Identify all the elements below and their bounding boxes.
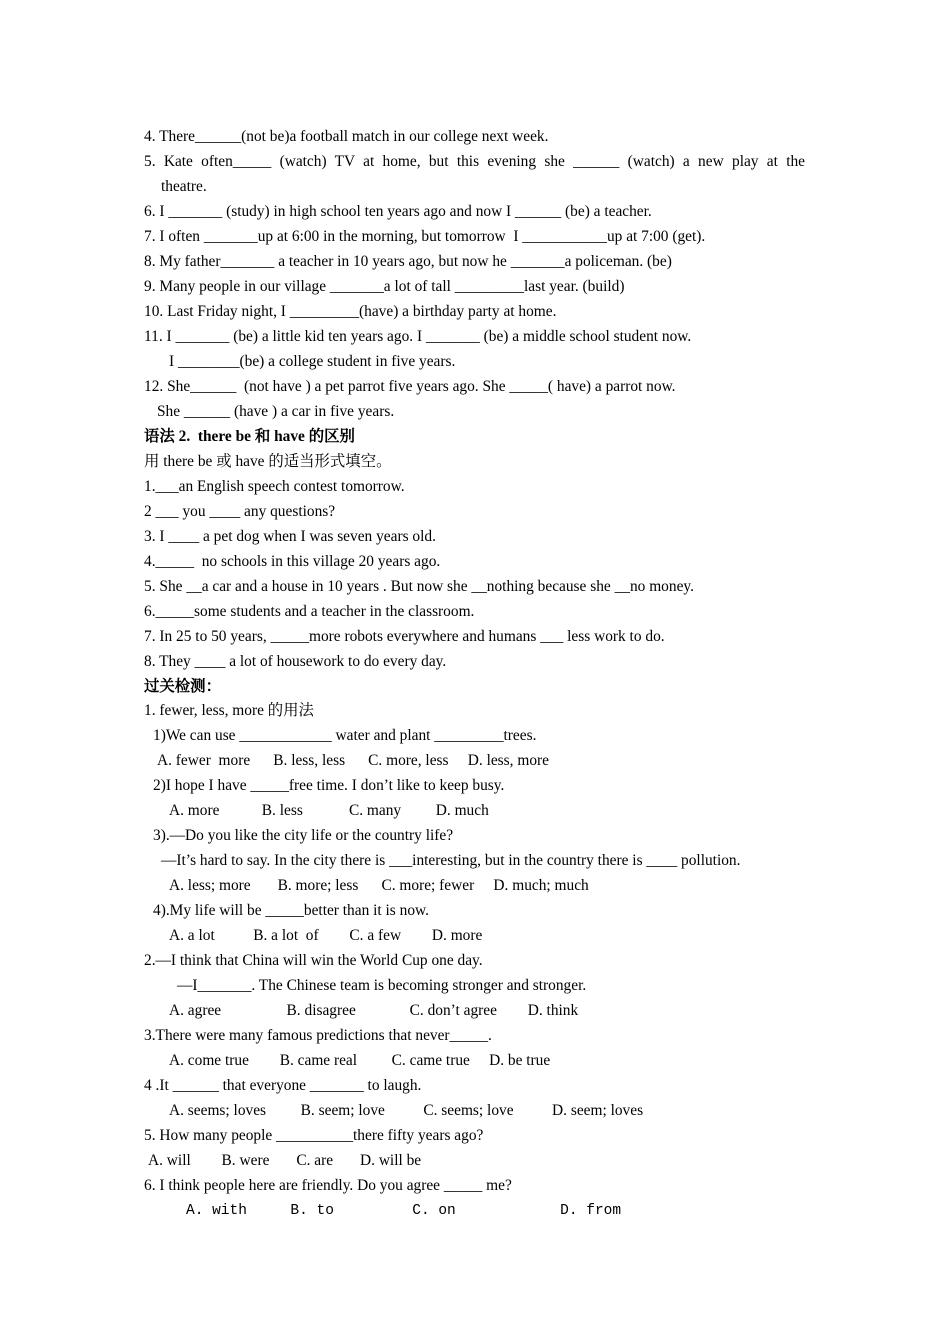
test-5-options: A. will B. were C. are D. will be <box>148 1152 422 1169</box>
exercise-5-continued: theatre. <box>161 178 207 195</box>
test-1-1-question: 1)We can use ____________ water and plant _________trees. <box>153 727 537 744</box>
test-1-3-response: —It’s hard to say. In the city there is ___interesting, but in the country there is ____ pollution. <box>161 852 741 869</box>
test-2-question: 2.—I think that China will win the World Cup one day. <box>144 952 483 969</box>
there-be-exercise-2: 2 ___ you ____ any questions? <box>144 503 336 520</box>
exercise-9: 9. Many people in our village _______a lot of tall _________last year. (build) <box>144 278 625 295</box>
there-be-exercise-6: 6._____some students and a teacher in the classroom. <box>144 603 475 620</box>
test-6-question: 6. I think people here are friendly. Do you agree _____ me? <box>144 1177 512 1194</box>
exercise-12: 12. She______ (not have ) a pet parrot five years ago. She _____( have) a parrot now. <box>144 378 676 395</box>
test-4-question: 4 .It ______ that everyone _______ to laugh. <box>144 1077 422 1094</box>
test-1-1-options: A. fewer more B. less, less C. more, less D. less, more <box>157 752 549 769</box>
checkpoint-heading: 过关检测： <box>144 678 221 695</box>
exercise-12-continued: She ______ (have ) a car in five years. <box>157 403 395 420</box>
there-be-exercise-7: 7. In 25 to 50 years, _____more robots everywhere and humans ___ less work to do. <box>144 628 665 645</box>
test-1-2-question: 2)I hope I have _____free time. I don’t like to keep busy. <box>153 777 505 794</box>
there-be-exercise-1: 1.___an English speech contest tomorrow. <box>144 478 405 495</box>
exercise-7: 7. I often _______up at 6:00 in the morning, but tomorrow I ___________up at 7:00 (get). <box>144 228 706 245</box>
grammar-2-heading: 语法 2. there be 和 have 的区别 <box>144 428 355 445</box>
grammar-2-instruction: 用 there be 或 have 的适当形式填空。 <box>144 453 392 470</box>
there-be-exercise-4: 4._____ no schools in this village 20 years ago. <box>144 553 441 570</box>
exercise-11-continued: I ________(be) a college student in five years. <box>169 353 456 370</box>
exercise-10: 10. Last Friday night, I _________(have) a birthday party at home. <box>144 303 557 320</box>
test-1-4-options: A. a lot B. a lot of C. a few D. more <box>169 927 483 944</box>
test-1-title: 1. fewer, less, more 的用法 <box>144 702 314 719</box>
test-4-options: A. seems; loves B. seem; love C. seems; love D. seem; loves <box>169 1102 644 1119</box>
exercise-4: 4. There______(not be)a football match in our college next week. <box>144 128 549 145</box>
test-2-response: —I_______. The Chinese team is becoming stronger and stronger. <box>177 977 587 994</box>
there-be-exercise-8: 8. They ____ a lot of housework to do every day. <box>144 653 447 670</box>
test-2-options: A. agree B. disagree C. don’t agree D. think <box>169 1002 579 1019</box>
test-1-3-question: 3).—Do you like the city life or the country life? <box>153 827 454 844</box>
test-6-options: A. with B. to C. on D. from <box>186 1203 622 1219</box>
test-5-question: 5. How many people __________there fifty years ago? <box>144 1127 484 1144</box>
test-1-4-question: 4).My life will be _____better than it is now. <box>153 902 429 919</box>
test-3-options: A. come true B. came real C. came true D. be true <box>169 1052 551 1069</box>
test-1-2-options: A. more B. less C. many D. much <box>169 802 489 819</box>
there-be-exercise-3: 3. I ____ a pet dog when I was seven years old. <box>144 528 436 545</box>
test-3-question: 3.There were many famous predictions that never_____. <box>144 1027 492 1044</box>
exercise-8: 8. My father_______ a teacher in 10 years ago, but now he _______a policeman. (be) <box>144 253 672 270</box>
exercise-5: 5. Kate often_____ (watch) TV at home, but this evening she ______ (watch) a new play at the <box>144 153 805 170</box>
there-be-exercise-5: 5. She __a car and a house in 10 years . But now she __nothing because she __no money. <box>144 578 694 595</box>
test-1-3-options: A. less; more B. more; less C. more; fewer D. much; much <box>169 877 589 894</box>
exercise-11: 11. I _______ (be) a little kid ten years ago. I _______ (be) a middle school student now. <box>144 328 692 345</box>
exercise-6: 6. I _______ (study) in high school ten years ago and now I ______ (be) a teacher. <box>144 203 652 220</box>
